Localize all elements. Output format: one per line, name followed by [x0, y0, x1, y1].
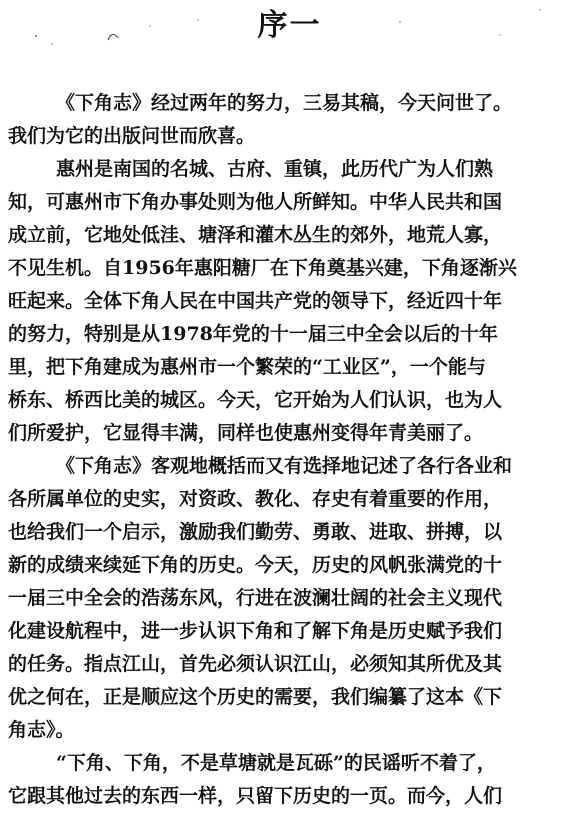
- text-line: 《下角志》经过两年的努力，三易其稿，今天问世了。: [56, 92, 513, 114]
- text-line: 惠州是南国的名城、古府、重镇，此历代广为人们熟: [56, 158, 494, 180]
- text-line: 一届三中全会的浩荡东风，行进在波澜壮阔的社会主义现代: [8, 587, 503, 609]
- text-line: “下角、下角，不是草塘就是瓦砾”的民谣听不着了，: [56, 752, 496, 774]
- text-line: 角志》。: [8, 719, 75, 741]
- text-line: 新的成绩来续延下角的历史。今天，历史的风帆张满党的十: [8, 554, 503, 576]
- text-line: 优之何在，正是顺应这个历史的需要，我们编纂了这本《下: [8, 686, 503, 708]
- text-line: 也给我们一个启示，激励我们勤劳、勇敢、进取、拼搏，以: [8, 521, 503, 543]
- text-line: 旺起来。全体下角人民在中国共产党的领导下，经近四十年: [8, 290, 503, 312]
- text-line: 的努力，特别是从1978年党的十一届三中全会以后的十年: [8, 323, 498, 345]
- page-title: 序一: [257, 8, 322, 43]
- text-line: 它跟其他过去的东西一样，只留下历史的一页。而今，人们: [8, 785, 503, 807]
- text-line: 成立前，它地处低洼、塘泽和灌木丛生的郊外，地荒人寡，: [8, 224, 503, 246]
- text-line: 我们为它的出版问世而欣喜。: [8, 125, 256, 147]
- text-line: 化建设航程中，进一步认识下角和了解下角是历史赋予我们: [8, 620, 503, 642]
- text-line: 各所属单位的史实，对资政、教化、存史有着重要的作用，: [8, 488, 503, 510]
- text-line: 的任务。指点江山，首先必须认识江山，必须知其所优及其: [8, 653, 503, 675]
- text-line: 们所爱护，它显得丰满，同样也使惠州变得年青美丽了。: [8, 422, 484, 444]
- text-line: 桥东、桥西比美的城区。今天，它开始为人们认识，也为人: [8, 389, 503, 411]
- text-line: 《下角志》客观地概括而又有选择地记述了各行各业和: [56, 455, 513, 477]
- text-line: 知，可惠州市下角办事处则为他人所鲜知。中华人民共和国: [8, 191, 503, 213]
- text-line: 不见生机。自1956年惠阳糖厂在下角奠基兴建，下角逐渐兴: [8, 257, 517, 279]
- text-line: 里，把下角建成为惠州市一个繁荣的“工业区”，一个能与: [8, 356, 486, 378]
